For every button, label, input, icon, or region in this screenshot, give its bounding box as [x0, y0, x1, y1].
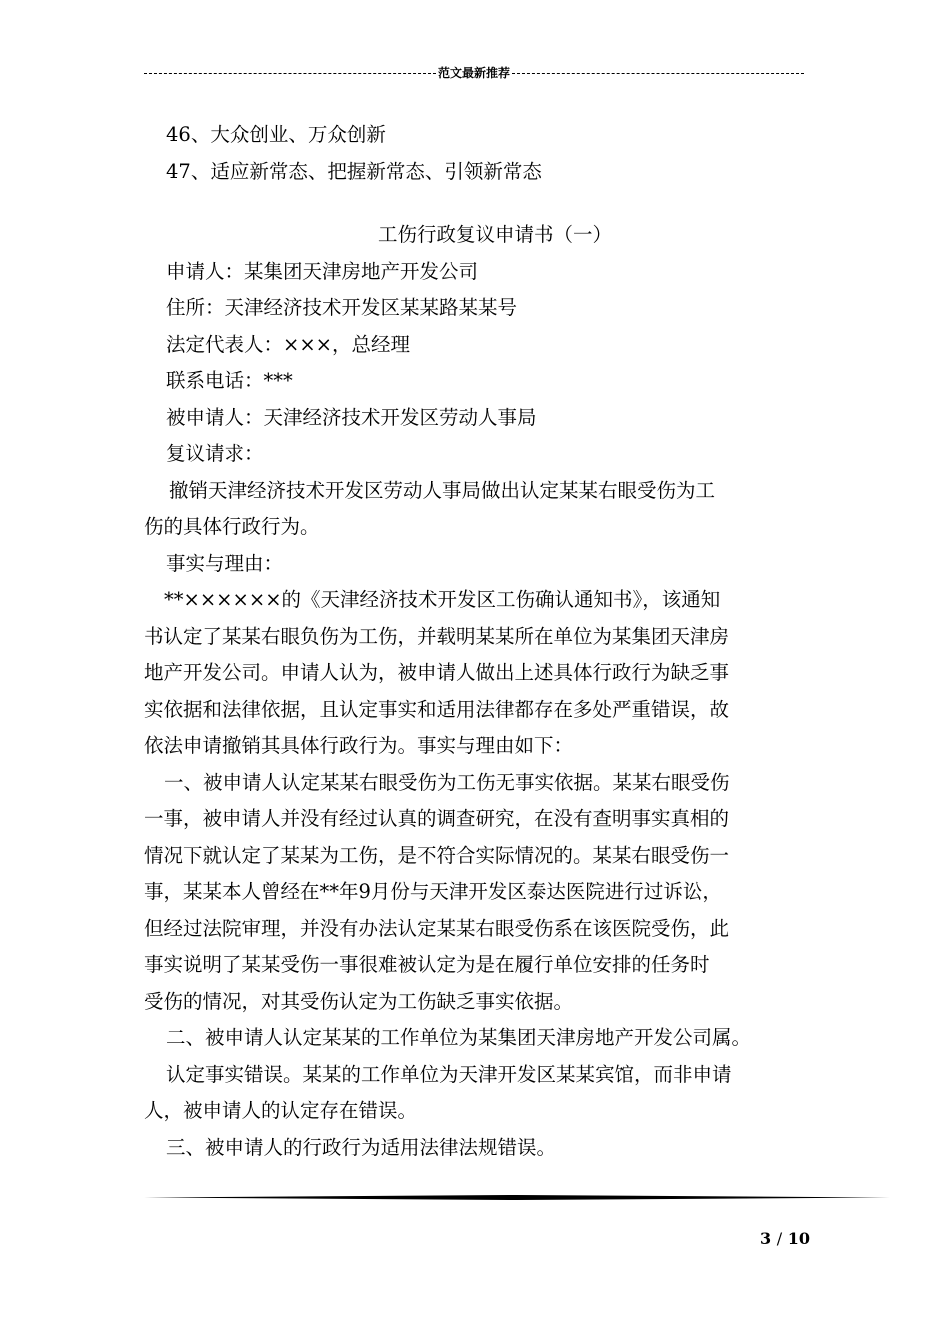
paragraph-line: 一、被申请人认定某某右眼受伤为工伤无事实依据。某某右眼受伤: [164, 770, 730, 794]
header-title: 范文最新推荐: [438, 66, 511, 80]
document-title: 工伤行政复议申请书（一）: [377, 223, 612, 246]
address-line: 住所：天津经济技术开发区某某路某某号: [166, 296, 518, 319]
paragraph-line: 人，被申请人的认定存在错误。: [144, 1099, 418, 1122]
spacer: [144, 190, 816, 217]
page-current: 3: [760, 1229, 772, 1248]
paragraph-line: 实依据和法律依据，且认定事实和适用法律都存在多处严重错误，故: [144, 697, 730, 721]
request-heading: 复议请求：: [166, 442, 264, 465]
paragraph-line: 书认定了某某右眼负伤为工伤，并载明某某所在单位为某集团天津房: [144, 624, 730, 648]
header-left-dashes: [144, 73, 436, 74]
paragraph-line: 地产开发公司。申请人认为，被申请人做出上述具体行政行为缺乏事: [144, 661, 730, 684]
list-item-47: 47、适应新常态、把握新常态、引领新常态: [166, 159, 542, 183]
applicant-line: 申请人：某集团天津房地产开发公司: [166, 259, 479, 283]
header-right-dashes: [512, 73, 804, 74]
paragraph-line: 二、被申请人认定某某的工作单位为某集团天津房地产开发公司属。: [166, 1026, 752, 1049]
paragraph-line: 一事，被申请人并没有经过认真的调查研究，在没有查明事实真相的: [144, 807, 730, 830]
paragraph-line: 情况下就认定了某某为工伤，是不符合实际情况的。某某右眼受伤一: [144, 843, 730, 867]
paragraph-line: 伤的具体行政行为。: [144, 515, 320, 538]
respondent-line: 被申请人：天津经济技术开发区劳动人事局: [166, 405, 537, 429]
paragraph-line: 认定事实错误。某某的工作单位为天津开发区某某宾馆，而非申请: [166, 1062, 732, 1086]
page-header: [144, 64, 804, 81]
paragraph-line: 三、被申请人的行政行为适用法律法规错误。: [166, 1135, 557, 1159]
paragraph-line: 事实说明了某某受伤一事很难被认定为是在履行单位安排的任务时: [144, 953, 710, 976]
facts-heading: 事实与理由：: [166, 551, 284, 575]
page-separator: /: [776, 1229, 783, 1248]
document-body: [144, 117, 816, 1166]
page-total: 10: [787, 1229, 810, 1248]
paragraph-line: 受伤的情况，对其受伤认定为工伤缺乏事实依据。: [144, 989, 574, 1013]
phone-line: 联系电话：***: [166, 369, 293, 392]
paragraph-line: 依法申请撤销其具体行政行为。事实与理由如下：: [144, 734, 574, 757]
page-number: [740, 1229, 810, 1248]
footer-rule: [144, 1195, 890, 1200]
paragraph-line: **××××××的《天津经济技术开发区工伤确认通知书》，该通知: [164, 588, 721, 611]
paragraph-line: 事，某某本人曾经在**年9月份与天津开发区泰达医院进行过诉讼，: [144, 880, 722, 903]
paragraph-line: 撤销天津经济技术开发区劳动人事局做出认定某某右眼受伤为工: [169, 478, 716, 502]
legal-rep-line: 法定代表人：×××，总经理: [166, 332, 411, 356]
list-item-46: 46、大众创业、万众创新: [166, 123, 386, 146]
paragraph-line: 但经过法院审理，并没有办法认定某某右眼受伤系在该医院受伤，此: [144, 916, 730, 940]
